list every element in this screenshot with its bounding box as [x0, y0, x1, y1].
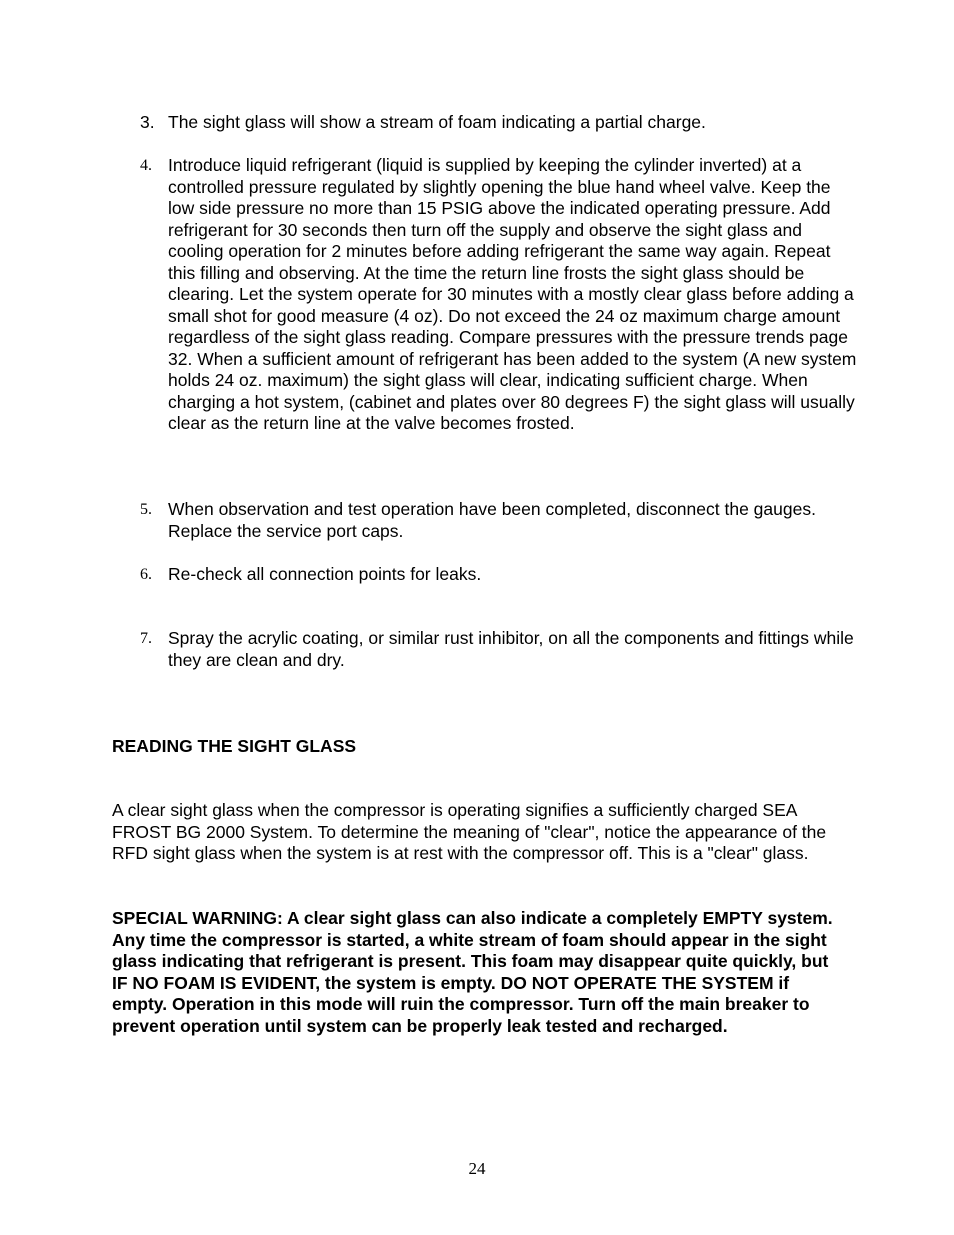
- special-warning: SPECIAL WARNING: A clear sight glass can also indicate a completely EMPTY system. Any time the compressor is started, a white stream of foam should appear in the sight glass indicating that refrigerant is present. This foam may disappear quite quickly, but IF NO FOAM IS EVIDENT, the system is empty. DO NOT OPERATE THE SYSTEM if empty. Operation in this mode will ruin the compressor. Turn off the main breaker to prevent operation until system can be properly leak tested and recharged.: [112, 908, 833, 1036]
- body-paragraph: A clear sight glass when the compressor is operating signifies a sufficiently charged SEA FROST BG 2000 System. To determine the meaning of "clear", notice the appearance of the RFD sight glass when the system is at rest with the compressor off. This is a "clear" glass.: [112, 800, 827, 863]
- step-number: 5.: [140, 501, 152, 518]
- section-heading: READING THE SIGHT GLASS: [112, 736, 357, 756]
- step-text: Re-check all connection points for leaks.: [168, 564, 482, 584]
- step-text: The sight glass will show a stream of foam indicating a partial charge.: [168, 112, 706, 132]
- step-text: When observation and test operation have been completed, disconnect the gauges. Replace the service port caps.: [168, 499, 816, 541]
- page-number: 24: [468, 1159, 486, 1178]
- step-text: Spray the acrylic coating, or similar rust inhibitor, on all the components and fittings while they are clean and dry.: [168, 628, 854, 670]
- step-number: 6.: [140, 566, 152, 583]
- step-number: 3.: [140, 112, 155, 132]
- step-number: 4.: [140, 157, 152, 174]
- step-number: 7.: [140, 630, 152, 647]
- step-text: Introduce liquid refrigerant (liquid is supplied by keeping the cylinder inverted) at a controlled pressure regulated by slightly opening the blue hand wheel valve. Keep the low side pressure no more than 15 PSIG above the indicated operating pressure. Add refrigerant for 30 seconds then turn off the supply and observe the sight glass and cooling operation for 2 minutes before adding refrigerant the same way again. Repeat this filling and observing. At the time the return line frosts the sight glass should be clearing. Let the system operate for 30 minutes with a mostly clear glass before adding a small shot for good measure (4 oz). Do not exceed the 24 oz maximum charge amount regardless of the sight glass reading. Compare pressures with the pressure trends page 32. When a sufficient amount of refrigerant has been added to the system (A new system holds 24 oz. maximum) the sight glass will clear, indicating sufficient charge. When charging a hot system, (cabinet and plates over 80 degrees F) the sight glass will usually clear as the return line at the valve becomes frosted.: [168, 155, 857, 433]
